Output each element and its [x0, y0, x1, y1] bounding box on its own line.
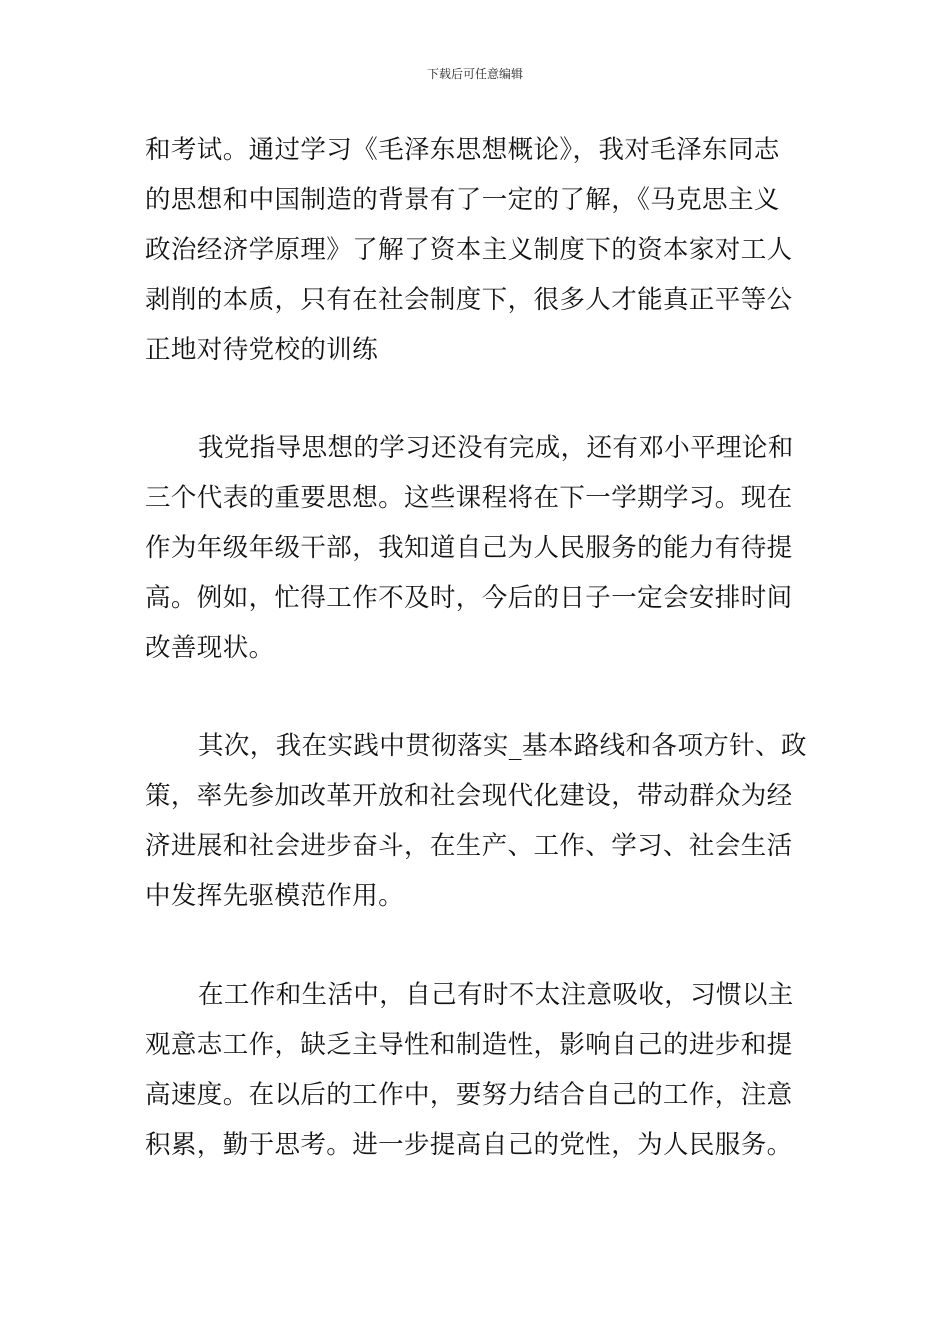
paragraph-line: 高速度。在以后的工作中，要努力结合自己的工作，注意 [145, 1080, 793, 1110]
paragraph-line: 济进展和社会进步奋斗，在生产、工作、学习、社会生活 [145, 831, 793, 861]
paragraph-1 [145, 125, 810, 375]
paragraph-line: 和考试。通过学习《毛泽东思想概论》，我对毛泽东同志 [145, 135, 780, 165]
paragraph-2 [145, 423, 810, 673]
paragraph-line: 策，率先参加改革开放和社会现代化建设，带动群众为经 [145, 781, 793, 811]
paragraph-line: 的思想和中国制造的背景有了一定的了解，《马克思主义 [145, 185, 780, 215]
paragraph-4 [145, 970, 810, 1170]
paragraph-3 [145, 721, 810, 921]
paragraph-line: 高。例如，忙得工作不及时，今后的日子一定会安排时间 [145, 583, 793, 613]
paragraph-line: 作为年级年级干部，我知道自己为人民服务的能力有待提 [145, 533, 793, 563]
paragraph-line: 剥削的本质，只有在社会制度下，很多人才能真正平等公 [145, 285, 793, 315]
paragraph-line: 在工作和生活中，自己有时不太注意吸收，习惯以主 [198, 980, 794, 1010]
paragraph-line: 正地对待党校的训练 [145, 335, 379, 365]
paragraph-line: 其次，我在实践中贯彻落实_基本路线和各项方针、政 [198, 731, 807, 761]
paragraph-line: 我党指导思想的学习还没有完成，还有邓小平理论和 [198, 433, 794, 463]
paragraph-line: 政治经济学原理》了解了资本主义制度下的资本家对工人 [145, 235, 793, 265]
paragraph-line: 积累，勤于思考。进一步提高自己的党性，为人民服务。 [145, 1130, 793, 1160]
paragraph-line: 中发挥先驱模范作用。 [145, 881, 405, 911]
paragraph-line: 三个代表的重要思想。这些课程将在下一学期学习。现在 [145, 483, 793, 513]
paragraph-line: 观意志工作，缺乏主导性和制造性，影响自己的进步和提 [145, 1030, 793, 1060]
paragraph-line: 改善现状。 [145, 633, 275, 663]
page-header: 下载后可任意编辑 [426, 67, 523, 81]
